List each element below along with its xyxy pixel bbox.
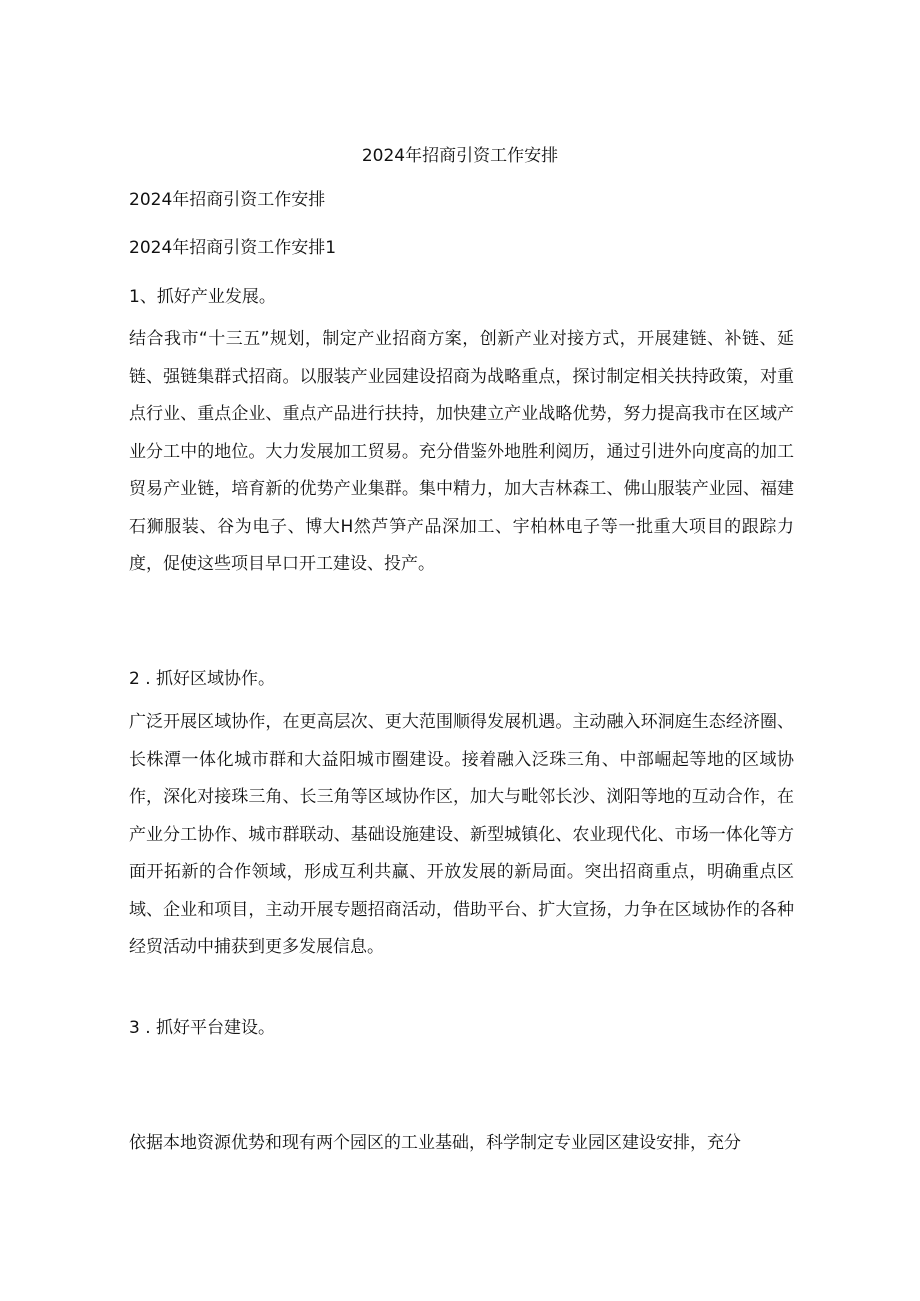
section-3-body: 依据本地资源优势和现有两个园区的工业基础，科学制定专业园区建设安排，充分 <box>129 1133 741 1153</box>
section-2-heading: 2 . 抓好区域协作。 <box>129 669 276 689</box>
section-2-body: 广泛开展区域协作，在更高层次、更大范围顺得发展机遇。主动融入环洞庭生态经济圈、长株潭一体化城市群和大益阳城市圈建设。接着融入泛珠三角、中部崛起等地的区域协作，深化对接珠三角、长三角等区域协作区，加大与毗邻长沙、浏阳等地的互动合作，在产业分工协作、城市群联动、基础设施建设、新型城镇化、农业现代化、市场一体化等方面开拓新的合作领域，形成互利共赢、开放发展的新局面。突出招商重点，明确重点区域、企业和项目，主动开展专题招商活动，借助平台、扩大宣扬，力争在区域协作的各种经贸活动中捕获到更多发展信息。 <box>129 712 794 957</box>
subtitle-line-2: 2024年招商引资工作安排1 <box>129 238 337 258</box>
document-title: 2024年招商引资工作安排 <box>361 146 559 166</box>
section-1-body: 结合我市“十三五”规划，制定产业招商方案，创新产业对接方式，开展建链、补链、延链、强链集群式招商。以服装产业园建设招商为战略重点，探讨制定相关扶持政策，对重点行业、重点企业、重点产品进行扶持，加快建立产业战略优势，努力提高我市在区域产业分工中的地位。大力发展加工贸易。充分借鉴外地胜利阅历，通过引进外向度高的加工贸易产业链，培育新的优势产业集群。集中精力，加大吉林森工、佛山服装产业园、福建石狮服装、谷为电子、博大H然芦笋产品深加工、宇柏林电子等一批重大项目的跟踪力度，促使这些项目早口开工建设、投产。 <box>129 329 794 574</box>
section-1-heading: 1、抓好产业发展。 <box>129 287 276 307</box>
subtitle-line-1: 2024年招商引资工作安排 <box>129 190 326 210</box>
section-3-heading: 3 . 抓好平台建设。 <box>129 1018 276 1038</box>
